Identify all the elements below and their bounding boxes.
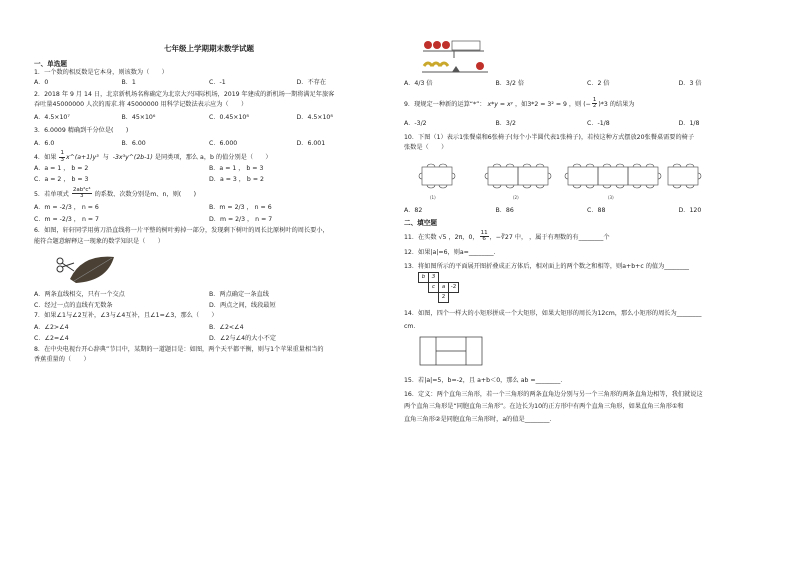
options xyxy=(34,216,384,224)
option-d[interactable]: D．1/8 xyxy=(678,119,700,127)
stem-part: 的系数、次数分别是m、n，则( ) xyxy=(94,190,197,198)
option-b[interactable]: B．45×10⁶ xyxy=(121,114,156,122)
question-8 xyxy=(34,346,384,365)
question-4 xyxy=(34,151,384,184)
math-term: -3x³y^(2b-1) xyxy=(112,154,153,162)
option-a[interactable]: A．m = -2/3 ， n = 6 xyxy=(34,203,99,211)
option-c[interactable]: C．0.45×10⁸ xyxy=(209,114,249,122)
stem-part: 的结果为 xyxy=(609,100,635,108)
option-c[interactable]: C．m = -2/3 ， n = 7 xyxy=(34,215,99,223)
option-a[interactable]: A．a = 1 ， b = 2 xyxy=(34,165,89,173)
option-d[interactable]: D．∠2与∠4的大小不定 xyxy=(209,334,277,342)
balance-scale-figure xyxy=(418,36,498,78)
question-13: 13．将如图所示的平面展开图折叠成正方体后，相对面上的两个数之和相等，则a+b+c 的值为________ xyxy=(404,262,690,270)
fraction xyxy=(72,188,92,200)
question-12: 12．如果|a|=6，则a=________． xyxy=(404,248,500,256)
tables-figure xyxy=(418,155,748,205)
section-heading: 二、填空题 xyxy=(404,218,437,227)
denominator: 3 xyxy=(79,193,84,200)
question-14-cont: cm． xyxy=(404,323,420,331)
option-a[interactable]: A．0 xyxy=(34,78,49,86)
option-c[interactable]: C．6.000 xyxy=(209,139,238,147)
stem-part: 4．如果 xyxy=(34,154,57,162)
option-c[interactable]: C．-1 xyxy=(209,78,226,86)
question-stem: 7．如果∠1与∠2互补，∠3与∠4互补，且∠1=∠3，那么（ ） xyxy=(34,312,218,320)
question-10 xyxy=(404,134,770,215)
option-b[interactable]: B．3/2 倍 xyxy=(495,80,525,87)
option-d[interactable]: D．m = 2/3 ， n = 7 xyxy=(209,215,273,223)
options xyxy=(34,302,384,310)
question-stem: 6．如图，轩轩同学用剪刀沿直线将一片平整的树叶剪掉一部分，发现剩下树叶的周长比原树叶的周长要小， xyxy=(34,227,329,235)
fig-label-3: (3) xyxy=(608,195,614,200)
question-16-cont: 直角三角形②是同胞直角三角形时，a的值是________． xyxy=(404,416,556,424)
option-a[interactable]: A．两条直线相交，只有一个交点 xyxy=(34,290,125,298)
options xyxy=(34,165,384,173)
options xyxy=(404,120,770,128)
question-16-cont: 两个直角三角形是“同胞直角三角形”。在边长为10的正方形中有两个直角三角形，如果直角三角形①和 xyxy=(404,403,684,411)
option-b[interactable]: B．86 xyxy=(495,207,514,214)
option-c[interactable]: C．2 倍 xyxy=(587,80,610,87)
option-b[interactable]: B．m = 2/3 ， n = 6 xyxy=(209,203,272,211)
stem-part: 9．现规定一种新的运算“*”： xyxy=(404,100,486,108)
stem-part: 5．若单项式 xyxy=(34,190,69,198)
option-c[interactable]: C．∠2=∠4 xyxy=(34,334,69,342)
section-heading: 一、单选题 xyxy=(34,60,67,68)
question-11: 11．在实数 √5 ，2π，0， $\frac{11}{6}$ ，−∛27 中， ，属于有理数的有________个 xyxy=(404,229,610,243)
option-b[interactable]: B．∠2<∠4 xyxy=(209,324,244,332)
math-term: x*y = xʸ xyxy=(487,100,513,108)
question-stem xyxy=(34,151,384,163)
net-cell: b xyxy=(418,272,429,283)
question-stem: 3．6.0009 精确到千分位是( ) xyxy=(34,126,129,134)
option-d[interactable]: D．6.001 xyxy=(296,139,326,147)
net-cell: c xyxy=(428,282,439,293)
question-16: 16．定义：两个直角三角形，若一个三角形的两条直角边分别与另一个三角形的两条直角边相等，我们就说这 xyxy=(404,390,703,398)
fraction: $\frac{1}{2}$ xyxy=(592,96,597,110)
question-14: 14．如图，四个一样大的小矩形拼成一个大矩形，如果大矩形的周长为12cm，那么小矩形的周长为________ xyxy=(404,310,702,318)
fraction xyxy=(59,151,65,163)
question-2 xyxy=(34,91,384,122)
option-a[interactable]: A．6.0 xyxy=(34,139,55,147)
net-cell: a xyxy=(438,282,449,293)
option-b[interactable]: B．a = 1 ， b = 3 xyxy=(209,165,264,173)
cube-net-figure xyxy=(418,272,770,308)
left-column xyxy=(34,58,384,364)
question-stem: 能符合题意解释这一现象的数学知识是（ ） xyxy=(34,238,164,246)
option-a[interactable]: A．82 xyxy=(404,207,423,214)
stem-part: 与 xyxy=(102,154,109,162)
question-6 xyxy=(34,227,384,309)
question-stem xyxy=(34,188,384,200)
option-d[interactable]: D．3 倍 xyxy=(678,80,702,87)
stem-part: 是同类项，那么 a，b 的值分别是（ ） xyxy=(154,154,272,162)
options xyxy=(34,79,384,87)
stem-part: 11．在实数 xyxy=(404,233,437,241)
question-15: 15．若|a|=5，b=-2，且 a+b＜0，那么 ab =________． xyxy=(404,376,567,384)
option-b[interactable]: B．两点确定一条直线 xyxy=(209,290,269,298)
question-1 xyxy=(34,69,384,87)
options xyxy=(34,335,384,343)
page-title: 七年级上学期期末数学试题 xyxy=(164,44,254,53)
option-d[interactable]: D．4.5×10⁸ xyxy=(296,114,333,122)
option-c[interactable]: C．a = 2 ， b = 3 xyxy=(34,176,89,184)
option-c[interactable]: C．88 xyxy=(587,207,606,214)
option-d[interactable]: D．a = 3 ， b = 2 xyxy=(209,176,264,184)
rectangles-figure xyxy=(418,335,488,369)
options xyxy=(404,207,770,215)
option-a[interactable]: A．4/3 倍 xyxy=(404,80,433,87)
numerator: 2ab²c⁴ xyxy=(72,186,91,193)
net-cell: 2 xyxy=(438,292,449,303)
options xyxy=(34,140,384,148)
question-9 xyxy=(404,98,770,128)
option-c[interactable]: C．经过一点的直线有无数条 xyxy=(34,301,113,309)
fig-label-2: (2) xyxy=(513,195,519,200)
question-stem: 香蕉重量的（ ） xyxy=(34,356,90,364)
net-cell: 3 xyxy=(428,272,439,283)
options xyxy=(34,204,384,212)
options xyxy=(34,114,384,122)
numerator: 1 xyxy=(60,150,64,157)
question-stem: 1．一个数的相反数是它本身，则该数为（ ） xyxy=(34,69,168,77)
q8-options xyxy=(404,80,770,88)
option-b[interactable]: B．1 xyxy=(121,78,136,86)
fig-label-1: (1) xyxy=(430,195,436,200)
option-a[interactable]: A．4.5×10⁷ xyxy=(34,114,70,122)
option-a[interactable]: A．∠2>∠4 xyxy=(34,324,69,332)
option-d[interactable]: D．不存在 xyxy=(296,78,327,86)
right-column xyxy=(404,36,770,424)
option-b[interactable]: B．6.00 xyxy=(121,139,146,147)
stem-part: ，属于有理数的有________个 xyxy=(529,233,610,241)
math-term: x^(a+1)y³ xyxy=(65,154,99,162)
options xyxy=(34,291,384,299)
option-b[interactable]: B．3/2 xyxy=(495,119,516,127)
question-7 xyxy=(34,312,384,342)
question-stem: 2．2018 年 9 月 14 日，北京新机场名称确定为北京大兴国际机场，2019 年建成的新机场一期将满足年旅客 xyxy=(34,90,335,98)
denominator: 3 xyxy=(60,156,64,163)
question-stem: 9．现规定一种新的运算“*”： x*y = xʸ ，如3*2 = 3² = 9 ，则 (− $\frac{1}{2}$ )*3 的结果为 xyxy=(404,96,635,110)
stem-part: ，如3*2 = 3² = 9 ，则 xyxy=(514,100,582,108)
question-stem: 10．下图（1）表示1张餐桌和6张椅子(每个小半圆代表1张椅子)，若按这种方式摆放20张餐桌需要的椅子 xyxy=(404,133,695,141)
question-stem: 8．在中央电视台开心辞典”节目中，某期的一道题目是：如图，两个天平都平衡，则与1个苹果重量相当的 xyxy=(34,345,324,353)
option-c[interactable]: C．-1/8 xyxy=(587,119,610,127)
leaf-scissors-figure xyxy=(52,249,122,289)
question-stem: 吞吐量45000000 人次的需求.将 45000000 用科学记数法表示应为（ ） xyxy=(34,101,248,109)
option-d[interactable]: D．120 xyxy=(678,207,702,214)
option-d[interactable]: D．两点之间，线段最短 xyxy=(209,301,276,309)
question-5 xyxy=(34,188,384,224)
options xyxy=(34,176,384,184)
question-3 xyxy=(34,127,384,148)
net-cell: -2 xyxy=(448,282,459,293)
option-a[interactable]: A．-3/2 xyxy=(404,119,427,127)
question-stem: 张数是（ ） xyxy=(404,144,448,152)
options xyxy=(34,324,384,332)
